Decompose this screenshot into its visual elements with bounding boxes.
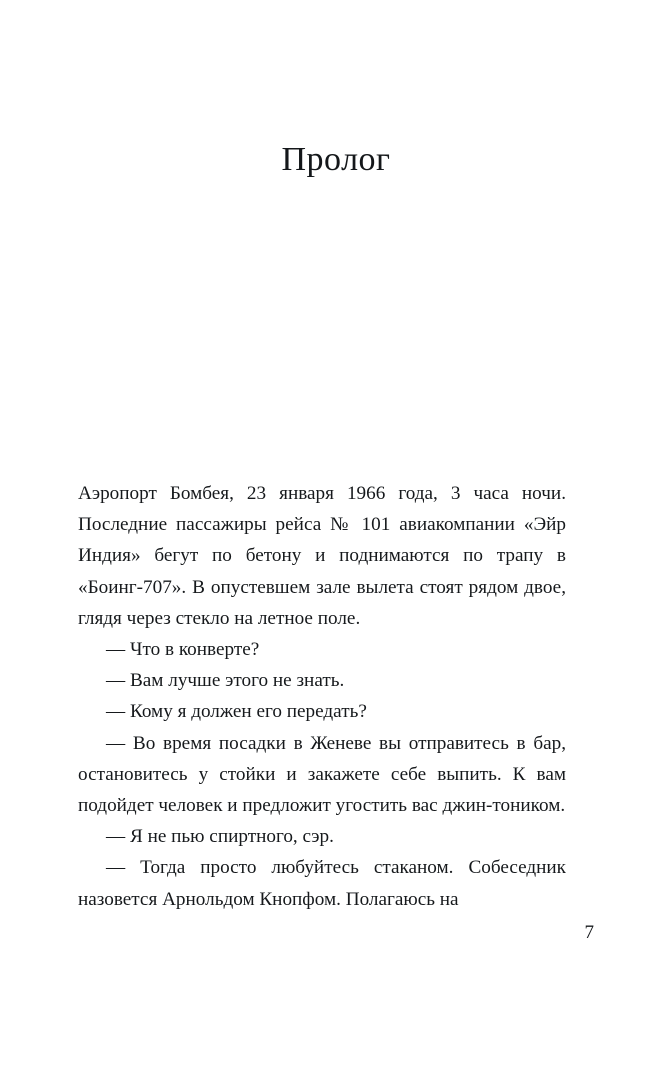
body-text-block [78, 478, 566, 915]
paragraph: — Во время посадки в Женеве вы отправитесь в бар, остановитесь у стойки и закажете себе выпить. К вам подойдет человек и предложит угостить вас джин-тоником. [78, 732, 566, 817]
page-number: 7 [584, 922, 594, 943]
page-title: Пролог [281, 140, 391, 178]
paragraph: — Тогда просто любуйтесь стаканом. Собеседник назовется Арнольдом Кнопфом. Полагаюсь на [78, 857, 566, 910]
paragraph: — Вам лучше этого не знать. [106, 670, 345, 692]
paragraph: — Что в конверте? [106, 639, 260, 661]
paragraph: — Я не пью спиртного, сэр. [106, 826, 334, 848]
paragraph: — Кому я должен его передать? [106, 701, 367, 723]
paragraph: Аэропорт Бомбея, 23 января 1966 года, 3 часа ночи. Последние пассажиры рейса № 101 авиакомпании «Эйр Индия» бегут по бетону и поднимаются по трапу в «Боинг-707». В опустевшем зале вылета стоят рядом двое, глядя через стекло на летное поле. [78, 483, 566, 629]
